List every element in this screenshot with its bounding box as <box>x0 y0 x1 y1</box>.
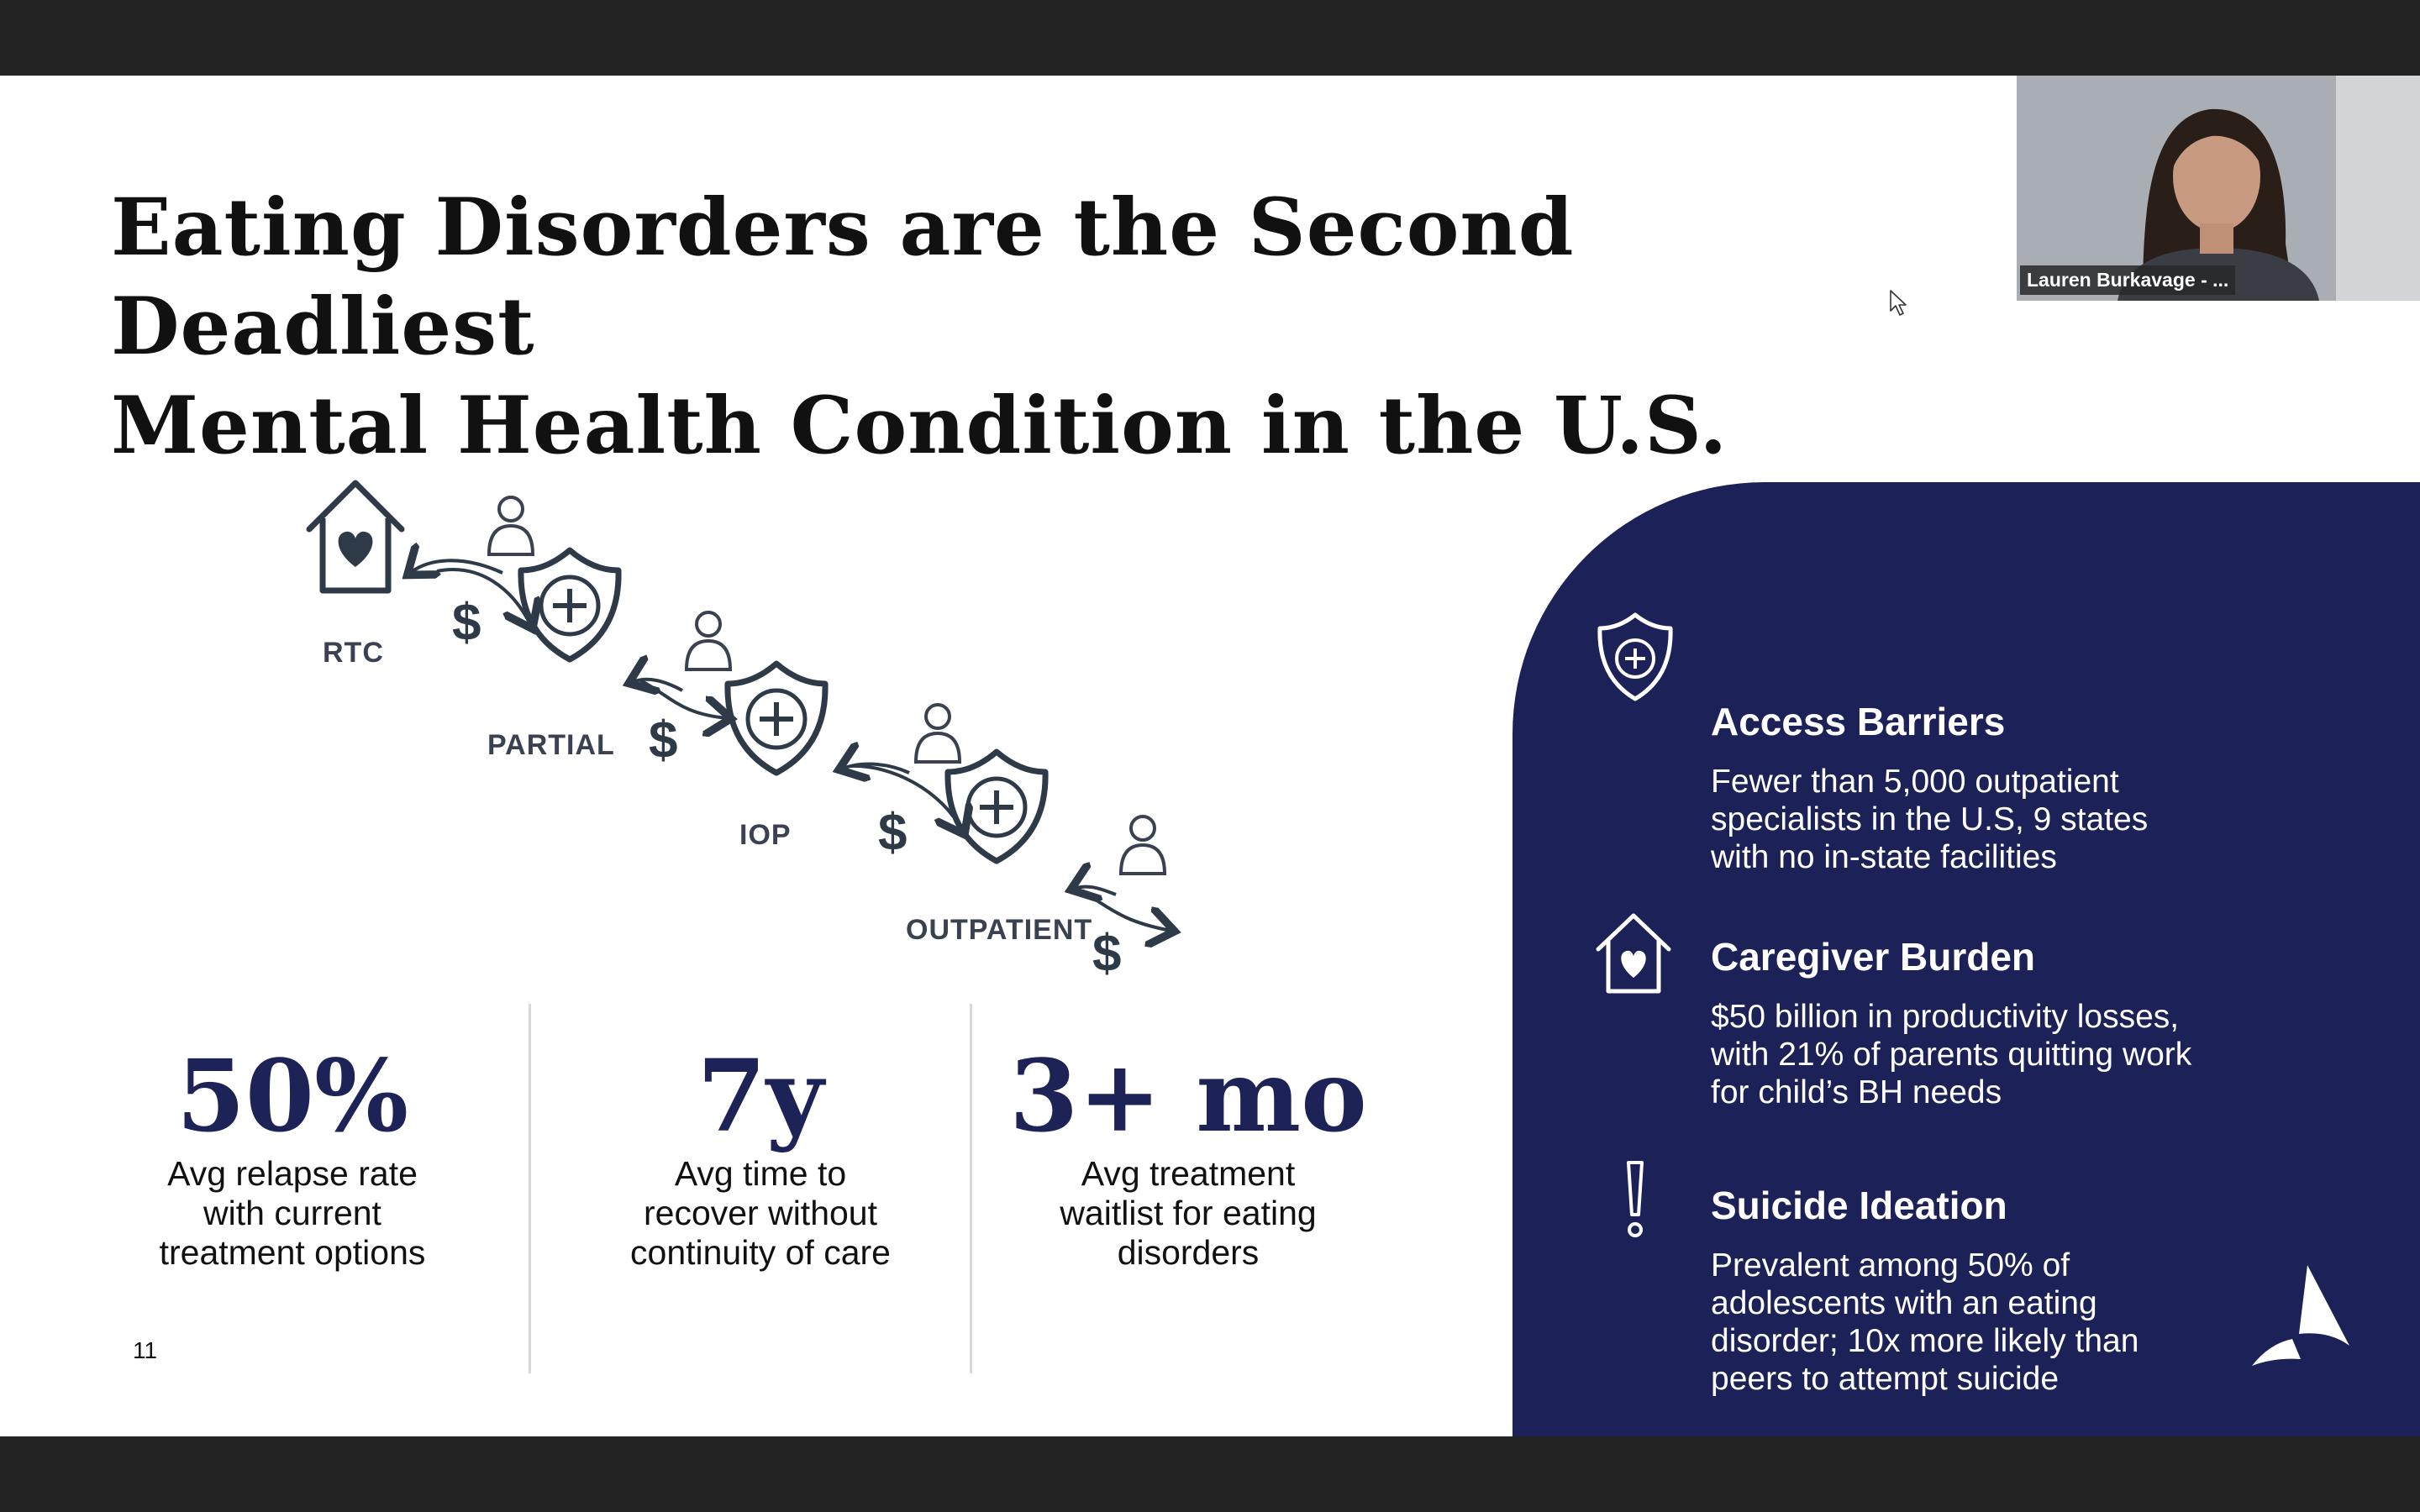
stage-label-iop: IOP <box>739 819 792 851</box>
stat-recovery-time <box>550 1037 971 1273</box>
participant-video-tile[interactable] <box>2017 76 2420 301</box>
item-body-suicide-ideation: Prevalent among 50% of adolescents with an eating disorder; 10x more likely than peers to attempt suicide <box>1711 1247 2139 1397</box>
stat-value: 7y <box>697 1037 824 1154</box>
stage-label-rtc: RTC <box>323 637 384 669</box>
stat-description: Avg relapse rate with current treatment options <box>159 1154 426 1272</box>
page-number: 11 <box>133 1337 158 1363</box>
stat-value: 3+ mo <box>1009 1037 1367 1154</box>
top-letterbox <box>0 0 2420 76</box>
bottom-letterbox <box>0 1436 2420 1512</box>
dollar-sign: $ <box>452 594 481 652</box>
stat-description: Avg time to recover without continuity of care <box>630 1154 891 1272</box>
stat-divider <box>970 1004 972 1373</box>
participant-name-label: Lauren Burkavage - ... <box>2020 265 2235 295</box>
house-heart-icon <box>309 483 402 591</box>
person-icon <box>916 705 960 762</box>
item-title-suicide-ideation: Suicide Ideation <box>1711 1184 2007 1227</box>
item-title-caregiver-burden: Caregiver Burden <box>1711 935 2036 979</box>
dollar-sign: $ <box>878 804 908 862</box>
stat-relapse <box>82 1037 502 1273</box>
house-heart-icon <box>1593 912 1674 996</box>
title-line-1: Eating Disorders are the Second Deadliest <box>111 181 1575 373</box>
person-icon <box>687 612 730 669</box>
dollar-sign: $ <box>649 711 678 769</box>
shield-plus-icon <box>1597 612 1674 704</box>
stage-label-partial: PARTIAL <box>487 729 615 761</box>
exclamation-icon <box>1618 1159 1652 1243</box>
shield-plus-icon <box>948 752 1045 861</box>
stat-divider <box>529 1004 531 1373</box>
shield-plus-icon <box>521 550 618 659</box>
brand-logo-icon <box>2249 1262 2353 1369</box>
item-body-caregiver-burden: $50 billion in productivity losses, with 21% of parents quitting work for child’s BH needs <box>1711 999 2192 1110</box>
person-icon <box>1121 816 1165 874</box>
item-title-access-barriers: Access Barriers <box>1711 700 2006 743</box>
stat-value: 50% <box>176 1037 409 1154</box>
item-body-access-barriers: Fewer than 5,000 outpatient specialists in the U.S, 9 states with no in-state facilities <box>1711 764 2149 875</box>
dollar-sign: $ <box>1092 925 1122 983</box>
mouse-cursor-icon <box>1889 289 1909 318</box>
care-pathway-diagram <box>0 76 1428 1000</box>
stat-waitlist <box>978 1037 1398 1273</box>
title-line-2: Mental Health Condition in the U.S. <box>111 380 1728 472</box>
stat-description: Avg treatment waitlist for eating disorders <box>1060 1154 1317 1272</box>
shield-plus-icon <box>728 664 825 773</box>
person-icon <box>489 497 533 554</box>
stage-label-outpatient: OUTPATIENT <box>906 914 1093 946</box>
curved-arrow-icon <box>632 680 728 718</box>
